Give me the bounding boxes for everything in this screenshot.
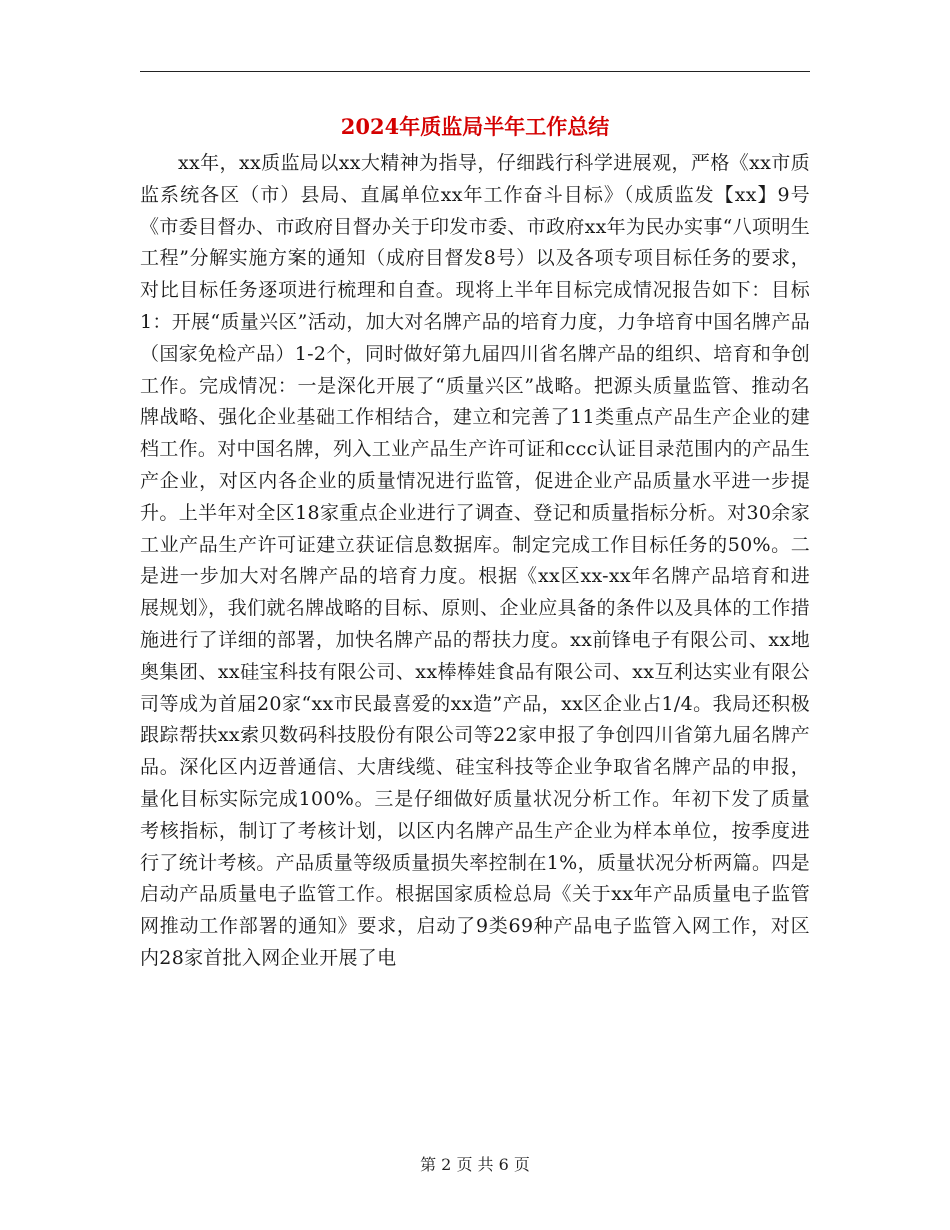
document-title: 2024年质监局半年工作总结 <box>340 114 610 139</box>
header-rule <box>140 71 810 72</box>
page-label-mid: 页 共 <box>456 1155 494 1174</box>
body-paragraph: xx年，xx质监局以xx大精神为指导，仔细践行科学进展观，严格《xx市质监系统各区（市）县局、直属单位xx年工作奋斗目标》（成质监发【xx】9号《市委目督办、市政府目督办关于印发市委、市政府xx年为民办实事“八项明生工程”分解实施方案的通知（成府目督发8号）以及各项专项目标任务的要求，对比目标任务逐项进行梳理和自查。现将上半年目标完成情况报告如下：目标1：开展“质量兴区”活动，加大对名牌产品的培育力度，力争培育中国名牌产品（国家免检产品）1-2个，同时做好第九届四川省名牌产品的组织、培育和争创工作。完成情况：一是深化开展了“质量兴区”战略。把源头质量监管、推动名牌战略、强化企业基础工作相结合，建立和完善了11类重点产品生产企业的建档工作。对中国名牌，列入工业产品生产许可证和ccc认证目录范围内的产品生产企业，对区内各企业的质量情况进行监管，促进企业产品质量水平进一步提升。上半年对全区18家重点企业进行了调查、登记和质量指标分析。对30余家工业产品生产许可证建立获证信息数据库。制定完成工作目标任务的50%。二是进一步加大对名牌产品的培育力度。根据《xx区xx-xx年名牌产品培育和进展规划》，我们就名牌战略的目标、原则、企业应具备的条件以及具体的工作措施进行了详细的部署，加快名牌产品的帮扶力度。xx前锋电子有限公司、xx地奥集团、xx硅宝科技有限公司、xx棒棒娃食品有限公司、xx互利达实业有限公司等成为首届20家“xx市民最喜爱的xx造”产品，xx区企业占1/4。我局还积极跟踪帮扶xx索贝数码科技股份有限公司等22家申报了争创四川省第九届名牌产品。深化区内迈普通信、大唐线缆、硅宝科技等企业争取省名牌产品的申报，量化目标实际完成100%。三是仔细做好质量状况分析工作。年初下发了质量考核指标，制订了考核计划，以区内名牌产品生产企业为样本单位，按季度进行了统计考核。产品质量等级质量损失率控制在1%，质量状况分析两篇。四是启动产品质量电子监管工作。根据国家质检总局《关于xx年产品质量电子监管网推动工作部署的通知》要求，启动了9类69种产品电子监管入网工作，对区内28家首批入网企业开展了电 <box>140 152 810 969</box>
page-label-prefix: 第 <box>420 1155 437 1174</box>
page-current-number: 2 <box>441 1155 452 1174</box>
page-total-number: 6 <box>498 1155 509 1174</box>
page-label-suffix: 页 <box>513 1155 530 1174</box>
page-footer <box>140 1153 810 1177</box>
